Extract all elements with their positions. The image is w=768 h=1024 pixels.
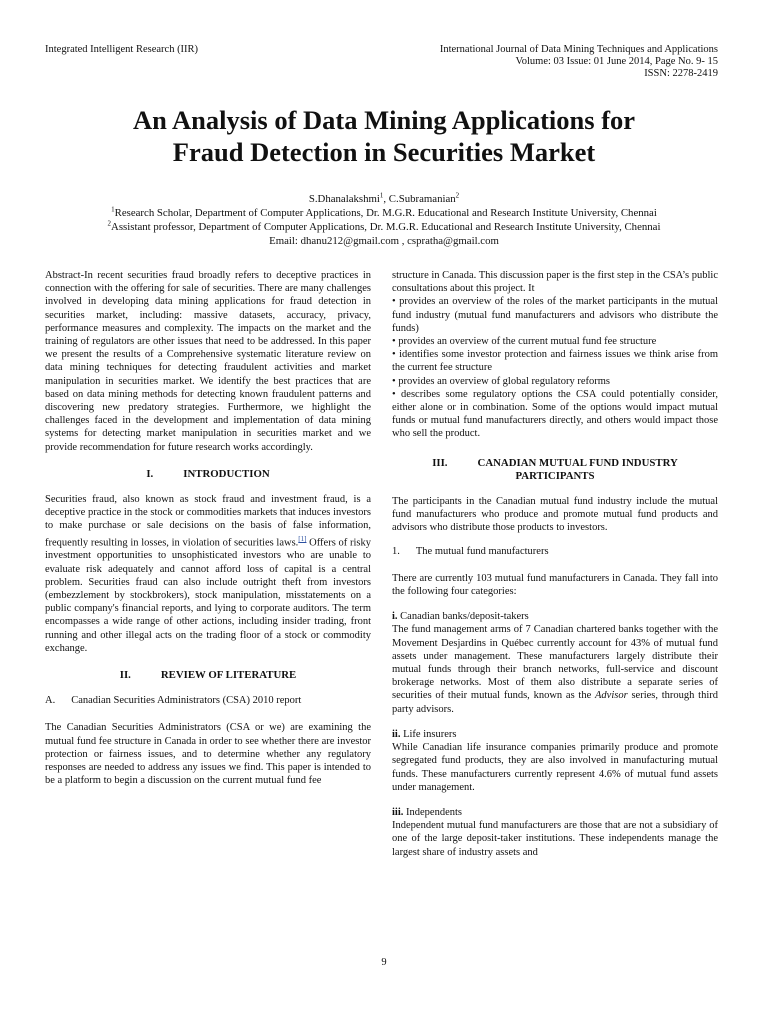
bullet-item: • provides an overview of the roles of the market participants in the mutual fund industry (mutual fund manufacturers and advisors who distribute the funds) bbox=[392, 296, 718, 334]
section-heading-participants bbox=[392, 457, 718, 483]
right-column bbox=[392, 269, 718, 859]
manufacturers-paragraph: There are currently 103 mutual fund manufacturers in Canada. They fall into the following four categories: bbox=[392, 572, 718, 598]
category-title: Life insurers bbox=[400, 728, 457, 740]
affiliation-2-sup: 2 bbox=[107, 219, 112, 228]
category-independents-text: Independent mutual fund manufacturers are those that are not a subsidiary of one of the large deposit-taker institutions. These independents manage the largest share of industry assets and bbox=[392, 820, 718, 858]
category-title: Independents bbox=[403, 806, 462, 818]
bullet-item: • describes some regulatory options the CSA could potentially consider, either alone or in combination. Some of the options would impact mutual funds or mutual fund manufacturers directly, and others would impact those who sell the product. bbox=[392, 388, 718, 440]
category-heading-insurers bbox=[392, 728, 718, 741]
author-1: S.Dhanalakshmi bbox=[308, 193, 380, 205]
affiliation-2 bbox=[40, 220, 728, 234]
subsection-heading-manufacturers bbox=[392, 545, 718, 558]
subsection-number: 1. bbox=[392, 545, 400, 557]
subsection-title: Canadian Securities Administrators (CSA) 2010 report bbox=[71, 695, 302, 707]
author-emails: Email: dhanu212@gmail.com , cspratha@gmail.com bbox=[269, 235, 499, 247]
section-heading-review bbox=[45, 669, 371, 682]
paper-title-line-1: An Analysis of Data Mining Applications for bbox=[132, 105, 636, 135]
author-2: C.Subramanian bbox=[388, 193, 456, 205]
intro-text-b: Offers of risky investment opportunities to unsophisticated investors who are unable to evaluate risk adequately and cannot afford loss of capital is a central problem. Securities fraud can also include outright theft from investors (embezzlement by stockbrokers), stock manipulation, misstatements on a public company's financial reports, and lying to corporate auditors. The term encompasses a wide range of other actions, including insider trading, front running and other illegal acts on the trading floor of a stock or commodity exchange. bbox=[45, 537, 371, 654]
author-2-sup: 2 bbox=[455, 191, 460, 200]
advisor-emphasis: Advisor bbox=[595, 690, 628, 702]
continued-paragraph: structure in Canada. This discussion paper is the first step in the CSA’s public consultations about this project. It bbox=[392, 270, 718, 295]
section-number: II. bbox=[119, 668, 131, 681]
journal-issn: ISSN: 2278-2419 bbox=[644, 68, 718, 79]
banks-text-a: The fund management arms of 7 Canadian chartered banks together with the Movement Desjardins in Québec currently account for 43% of mutual fund assets under management. These manufacturers largely distribute their mutual funds through their branch networks, full-service and discount brokerage networks. Most of them also distribute a separate series of securities of their mutual funds, known as the bbox=[392, 624, 718, 702]
journal-volume: Volume: 03 Issue: 01 June 2014, Page No. 9- 15 bbox=[515, 56, 718, 67]
section-number: III. bbox=[432, 456, 448, 469]
affiliation-2-text: Assistant professor, Department of Computer Applications, Dr. M.G.R. Educational and Research Institute University, Chennai bbox=[111, 221, 661, 233]
category-heading-banks bbox=[392, 610, 718, 623]
journal-info bbox=[440, 44, 718, 80]
bullet-item: • provides an overview of the current mutual fund fee structure bbox=[392, 336, 657, 348]
journal-publisher: Integrated Intelligent Research (IIR) bbox=[45, 44, 199, 55]
banks-text-b: series, through third party advisors. bbox=[392, 690, 718, 715]
subsection-heading-csa bbox=[45, 694, 371, 707]
section-title: INTRODUCTION bbox=[183, 467, 270, 480]
journal-name: International Journal of Data Mining Techniques and Applications bbox=[439, 44, 718, 55]
category-label: ii. bbox=[392, 728, 401, 740]
category-title: Canadian banks/deposit-takers bbox=[397, 611, 529, 623]
affiliation-1 bbox=[40, 206, 728, 220]
page-number: 9 bbox=[381, 957, 387, 968]
section-title-line-2: PARTICIPANTS bbox=[515, 469, 595, 482]
left-column bbox=[45, 269, 371, 787]
category-banks-text bbox=[392, 623, 718, 715]
introduction-paragraph bbox=[45, 493, 371, 655]
section-heading-introduction bbox=[45, 468, 371, 481]
citation-link[interactable]: [1] bbox=[298, 534, 307, 543]
category-insurers-text: While Canadian life insurance companies primarily produce and promote segregated fund products, they are also involved in manufacturing mutual funds. These manufacturers currently represent 4.6% of mutual fund assets under management. bbox=[392, 742, 718, 793]
category-label: iii. bbox=[392, 806, 404, 818]
intro-text-a: Securities fraud, also known as stock fraud and investment fraud, is a deceptive practice in the stock or commodities markets that induces investors to make purchase or sale decisions on the basis of false information, frequently resulting in losses, in violation of securities laws. bbox=[45, 494, 371, 549]
participants-paragraph: The participants in the Canadian mutual fund industry include the mutual fund manufacturers who produce and promote mutual fund products and advisors who distribute those products to investors. bbox=[392, 496, 718, 534]
subsection-title: The mutual fund manufacturers bbox=[415, 545, 549, 557]
bullet-item: • identifies some investor protection and fairness issues we think arise from the current fee structure bbox=[392, 349, 718, 374]
section-number: I. bbox=[146, 467, 154, 480]
paper-title bbox=[40, 104, 728, 168]
affiliation-1-text: Research Scholar, Department of Computer Applications, Dr. M.G.R. Educational and Research Institute University, Chennai bbox=[114, 207, 657, 219]
category-heading-independents bbox=[392, 806, 718, 819]
affiliation-1-sup: 1 bbox=[111, 205, 115, 214]
author-1-sup: 1 bbox=[379, 191, 384, 200]
csa-paragraph: The Canadian Securities Administrators (CSA or we) are examining the mutual fund fee structure in Canada in order to see whether there are investor protection or fairness issues, and to determine whether any regulatory responses are needed to address any issues we find. This paper is intended to be a platform to begin a discussion on the current mutual fund fee bbox=[45, 722, 371, 787]
author-block bbox=[40, 192, 728, 248]
section-title: REVIEW OF LITERATURE bbox=[160, 668, 297, 681]
author-names bbox=[40, 192, 728, 206]
paper-title-line-2: Fraud Detection in Securities Market bbox=[172, 137, 596, 167]
subsection-number: A. bbox=[45, 695, 56, 707]
bullet-item: • provides an overview of global regulatory reforms bbox=[392, 375, 610, 387]
abstract: Abstract-In recent securities fraud broadly refers to deceptive practices in connection with the offering for sale of securities. There are many challenges involved in developing data mining applications for fraud detection in securities market, including: massive datasets, accuracy, privacy, performance measures and complexity. The impacts on the market and the training of regulators are other issues that need to be addressed. In this paper we present the results of a Comprehensive systematic literature review on data mining techniques for detecting fraudulent activities and market manipulation in securities market. We identify the best practices that are based on data mining methods for detecting known fraudulent patterns and discovering new predatory strategies. Furthermore, we highlight the challenges faced in the development and implementation of data mining systems for detecting market manipulation in securities market and we provide recommendation for future research works accordingly. bbox=[45, 270, 371, 453]
section-title-line-1: CANADIAN MUTUAL FUND INDUSTRY bbox=[477, 456, 678, 469]
author-separator: , bbox=[383, 193, 389, 205]
category-label: i. bbox=[392, 611, 398, 623]
